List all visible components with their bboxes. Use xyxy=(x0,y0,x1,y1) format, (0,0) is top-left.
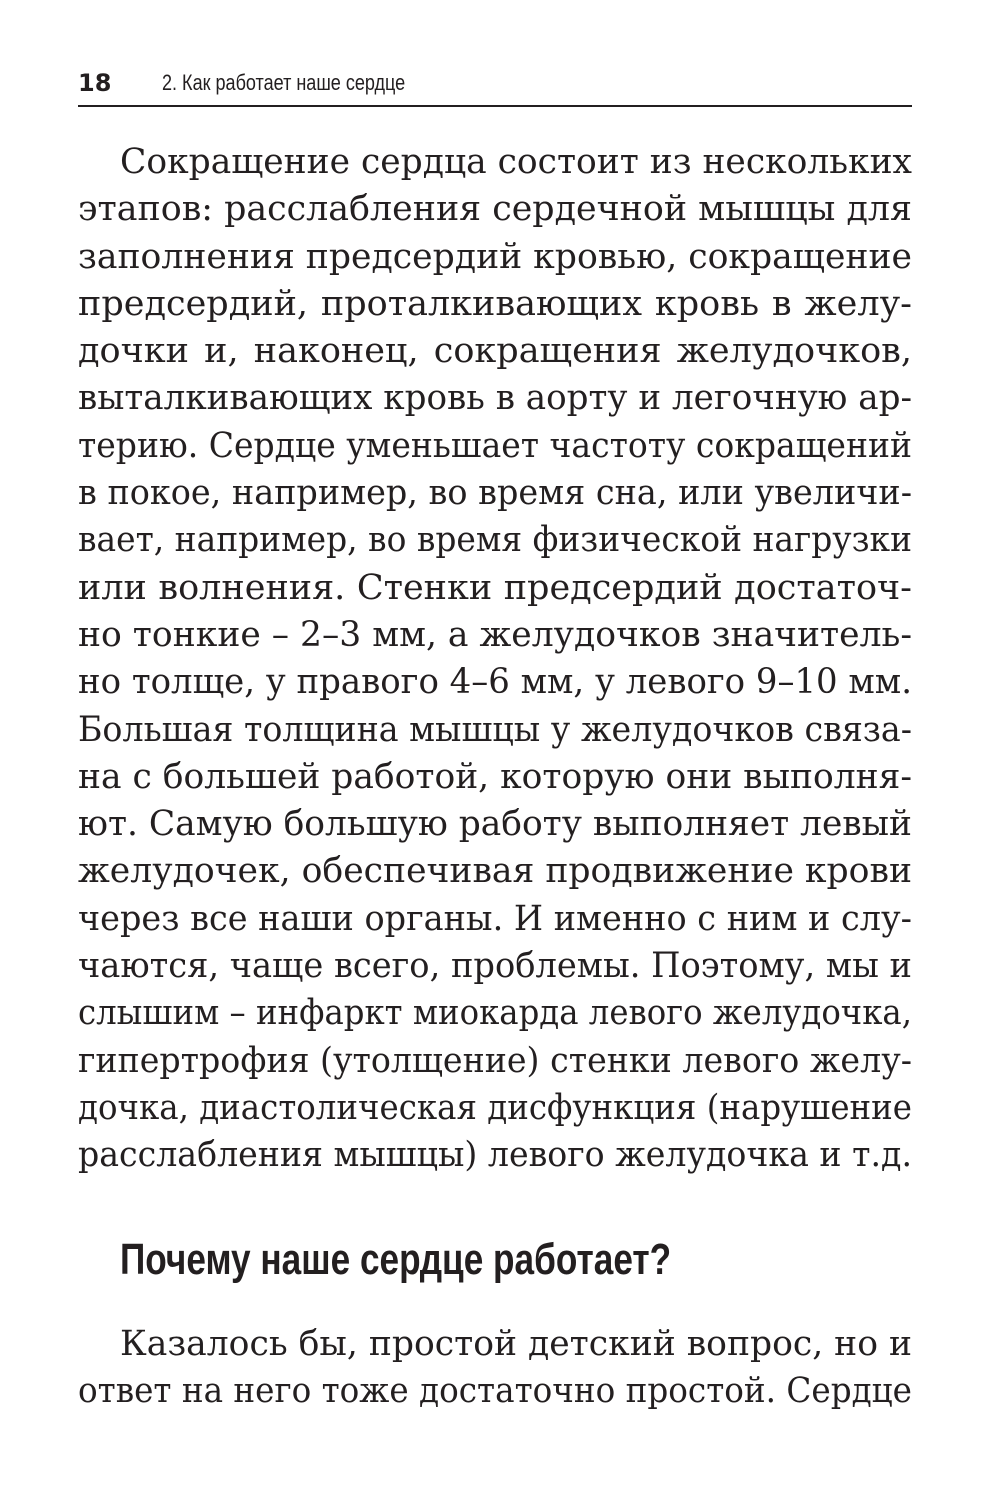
running-head xyxy=(78,66,912,100)
text-line: предсердий, проталкивающих кровь в желу- xyxy=(78,283,912,324)
text-line: желудочек, обеспечивая продвижение крови xyxy=(78,851,912,892)
text-line: слышим – инфаркт миокарда левого желудочка, xyxy=(78,993,912,1034)
text-line: в покое, например, во время сна, или увеличи- xyxy=(78,473,912,514)
text-line: на с большей работой, которую они выполня- xyxy=(78,756,912,797)
text-line: но толще, у правого 4–6 мм, у левого 9–10 мм. xyxy=(78,662,912,703)
text-line: расслабления мышцы) левого желудочка и т.д. xyxy=(78,1135,912,1176)
header-rule xyxy=(78,105,912,107)
text-line: этапов: расслабления сердечной мышцы для xyxy=(78,189,912,230)
text-line: или волнения. Стенки предсердий достаточ- xyxy=(78,567,912,608)
text-line: дочка, диастолическая дисфункция (нарушение xyxy=(78,1087,912,1128)
text-line: гипертрофия (утолщение) стенки левого желу- xyxy=(78,1040,912,1081)
text-line: но тонкие – 2–3 мм, а желудочков значитель- xyxy=(78,614,912,655)
text-line: ответ на него тоже достаточно простой. Сердце xyxy=(78,1371,912,1412)
text-line: через все наши органы. И именно с ним и слу- xyxy=(78,898,912,939)
paragraph-heart-contraction xyxy=(78,139,912,1180)
chapter-title: 2. Как работает наше сердце xyxy=(162,70,406,95)
text-line: чаются, чаще всего, проблемы. Поэтому, мы и xyxy=(78,946,912,987)
page-number: 18 xyxy=(78,69,112,97)
text-line: заполнения предсердий кровью, сокращение xyxy=(78,236,912,277)
text-line: Большая толщина мышцы у желудочков связа- xyxy=(78,709,912,750)
text-line: ют. Самую большую работу выполняет левый xyxy=(78,804,912,845)
text-line: Сокращение сердца состоит из нескольких xyxy=(120,142,912,182)
text-line: терию. Сердце уменьшает частоту сокращений xyxy=(78,425,912,466)
text-line: выталкивающих кровь в аорту и легочную ар- xyxy=(78,378,912,419)
text-line: Казалось бы, простой детский вопрос, но и xyxy=(120,1324,912,1364)
paragraph-why-heart-works xyxy=(78,1321,912,1416)
text-line: вает, например, во время физической нагрузки xyxy=(78,520,912,561)
section-heading: Почему наше сердце работает? xyxy=(120,1235,672,1284)
text-line: дочки и, наконец, сокращения желудочков, xyxy=(78,331,912,372)
